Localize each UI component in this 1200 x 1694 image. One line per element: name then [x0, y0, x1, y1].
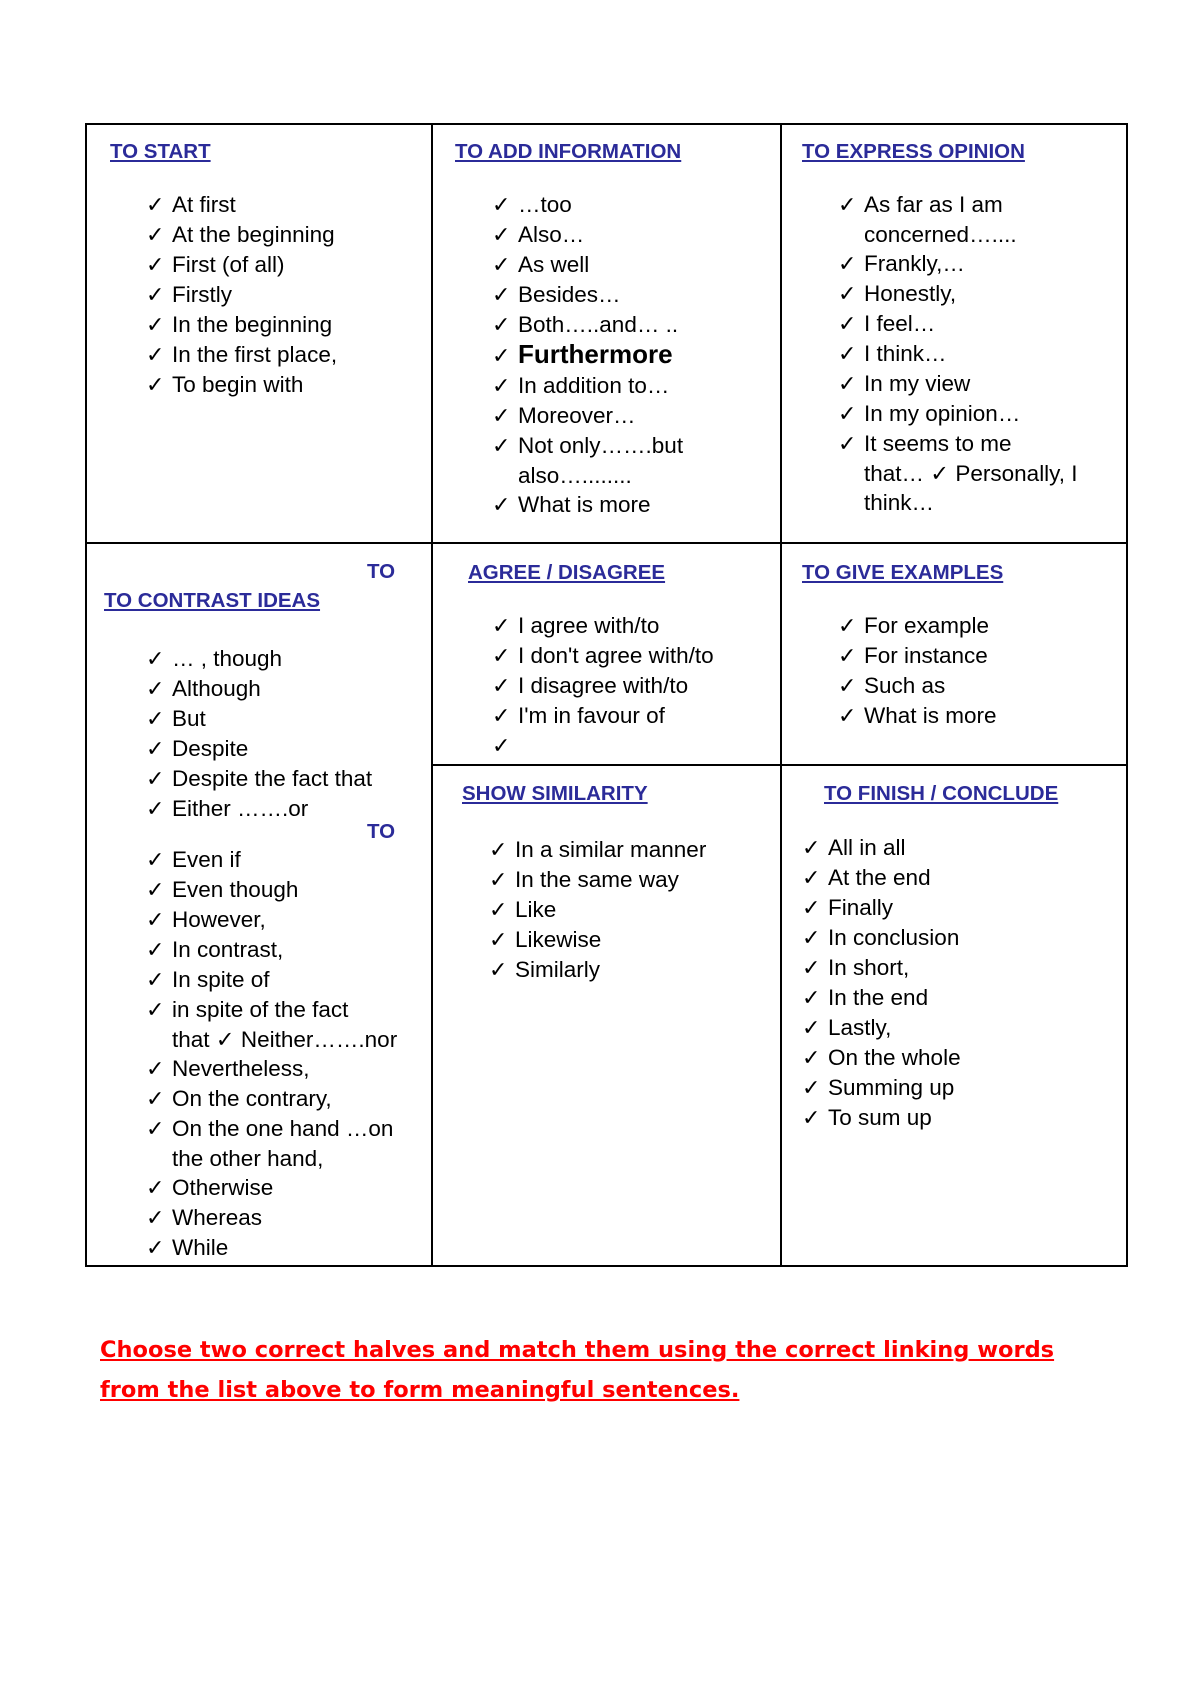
list-item-text: In addition to…: [518, 373, 670, 398]
checkmark-icon: ✓: [146, 193, 165, 218]
list-item-text: At first: [172, 192, 236, 217]
checkmark-icon: ✓: [489, 928, 508, 953]
list-item: [492, 371, 683, 401]
list-item: [146, 1173, 397, 1203]
list-item-text: … , though: [172, 646, 283, 671]
checkmark-icon: ✓: [802, 1016, 821, 1041]
checkmark-icon: ✓: [146, 647, 165, 672]
checkmark-icon: ✓: [146, 1087, 165, 1112]
list-item: [146, 794, 372, 824]
list-agree-disagree: [492, 611, 714, 761]
list-item: [146, 935, 397, 965]
list-item-text: I think…: [864, 341, 947, 366]
checkmark-icon: ✓: [838, 252, 857, 277]
checkmark-icon: ✓: [492, 313, 511, 338]
checkmark-icon: ✓: [492, 493, 511, 518]
checkmark-icon: ✓: [802, 1106, 821, 1131]
list-item: [838, 488, 1078, 517]
list-item: [146, 875, 397, 905]
list-item-text: Besides…: [518, 282, 621, 307]
list-item: [489, 835, 706, 865]
table-divider: [780, 123, 782, 1267]
list-item-text: concerned…....: [864, 222, 1017, 247]
list-item-text: Furthermore: [518, 339, 673, 369]
list-item: [838, 190, 1078, 220]
list-item: [838, 309, 1078, 339]
checkmark-icon: ✓: [489, 868, 508, 893]
checkmark-icon: ✓: [146, 313, 165, 338]
section-heading-express-opinion: TO EXPRESS OPINION: [802, 140, 1025, 163]
list-item-text: Even though: [172, 877, 299, 902]
list-item-text: On the whole: [828, 1045, 961, 1070]
list-item: [146, 250, 337, 280]
checkmark-icon: ✓: [146, 223, 165, 248]
list-item-text: Moreover…: [518, 403, 636, 428]
list-item-text: …too: [518, 192, 572, 217]
list-item-text: I'm in favour of: [518, 703, 665, 728]
checkmark-icon: ✓: [838, 674, 857, 699]
list-item: [802, 923, 961, 953]
list-show-similarity: [489, 835, 706, 985]
section-heading-show-similarity: SHOW SIMILARITY: [462, 782, 648, 805]
list-item: [146, 1144, 397, 1173]
list-item-text: in spite of the fact: [172, 997, 349, 1022]
list-item: [146, 845, 397, 875]
list-item: [838, 279, 1078, 309]
list-item-text: In conclusion: [828, 925, 960, 950]
section-heading-contrast-ideas: TO CONTRAST IDEAS: [104, 589, 321, 612]
list-item: [492, 401, 683, 431]
list-item-text: What is more: [518, 492, 651, 517]
list-item-text: First (of all): [172, 252, 285, 277]
list-item-text: Both…..and… ..: [518, 312, 679, 337]
list-item: [492, 340, 683, 371]
list-item: [492, 641, 714, 671]
list-item-text: the other hand,: [172, 1146, 324, 1171]
list-item: [802, 863, 961, 893]
list-item: [492, 611, 714, 641]
list-item-text: Lastly,: [828, 1015, 892, 1040]
list-item: [492, 190, 683, 220]
checkmark-icon: ✓: [146, 878, 165, 903]
list-item-text: It seems to me: [864, 431, 1012, 456]
checkmark-icon: ✓: [492, 434, 511, 459]
list-item-text: I disagree with/to: [518, 673, 689, 698]
list-item-text: Like: [515, 897, 557, 922]
list-item-text: To begin with: [172, 372, 304, 397]
list-start: [146, 190, 337, 400]
list-item: [492, 490, 683, 520]
list-item: [802, 1013, 961, 1043]
checkmark-icon: ✓: [838, 342, 857, 367]
section-heading-add-information: TO ADD INFORMATION: [455, 140, 682, 163]
checkmark-icon: ✓: [146, 998, 165, 1023]
table-divider: [431, 123, 433, 1267]
checkmark-icon: ✓: [492, 223, 511, 248]
list-item-text: In contrast,: [172, 937, 284, 962]
list-item-text: As far as I am: [864, 192, 1003, 217]
list-item-text: Even if: [172, 847, 241, 872]
list-item-text: that ✓ Neither…….nor: [172, 1027, 398, 1052]
list-item-text: Frankly,…: [864, 251, 965, 276]
checkmark-icon: ✓: [492, 734, 511, 759]
list-item: [838, 641, 997, 671]
list-item: [838, 220, 1078, 249]
list-item-text: In a similar manner: [515, 837, 707, 862]
list-item: [838, 429, 1078, 459]
list-item-text: Such as: [864, 673, 946, 698]
list-item-text: In spite of: [172, 967, 270, 992]
list-item: [802, 983, 961, 1013]
list-item-text: I agree with/to: [518, 613, 660, 638]
list-item-text: Despite the fact that: [172, 766, 373, 791]
list-item: [146, 965, 397, 995]
checkmark-icon: ✓: [492, 283, 511, 308]
list-item-text: Finally: [828, 895, 894, 920]
checkmark-icon: ✓: [146, 1057, 165, 1082]
list-item-text: I don't agree with/to: [518, 643, 714, 668]
list-item: [802, 1103, 961, 1133]
list-item-text: All in all: [828, 835, 906, 860]
checkmark-icon: ✓: [146, 797, 165, 822]
list-item: [492, 701, 714, 731]
checkmark-icon: ✓: [838, 432, 857, 457]
list-item-text: As well: [518, 252, 590, 277]
list-item-text: While: [172, 1235, 229, 1260]
checkmark-icon: ✓: [489, 958, 508, 983]
checkmark-icon: ✓: [492, 674, 511, 699]
list-item-text: Firstly: [172, 282, 232, 307]
list-item-text: Honestly,: [864, 281, 957, 306]
checkmark-icon: ✓: [146, 253, 165, 278]
list-item-text: Not only…….but: [518, 433, 684, 458]
list-item: [489, 955, 706, 985]
list-item: [146, 1054, 397, 1084]
list-item: [146, 1233, 397, 1263]
list-item-text: For instance: [864, 643, 988, 668]
list-item-text: In my view: [864, 371, 971, 396]
contrast-to-label: TO: [367, 560, 396, 583]
list-item: [492, 220, 683, 250]
checkmark-icon: ✓: [146, 677, 165, 702]
list-item-text: I feel…: [864, 311, 936, 336]
list-item-text: However,: [172, 907, 266, 932]
list-item: [146, 370, 337, 400]
checkmark-icon: ✓: [146, 968, 165, 993]
checkmark-icon: ✓: [802, 836, 821, 861]
checkmark-icon: ✓: [492, 344, 511, 369]
list-item: [492, 431, 683, 461]
list-item: [492, 310, 683, 340]
list-item-text: Either …….or: [172, 796, 309, 821]
table-divider: [85, 542, 1128, 544]
checkmark-icon: ✓: [838, 704, 857, 729]
checkmark-icon: ✓: [492, 193, 511, 218]
list-item-text: But: [172, 706, 206, 731]
checkmark-icon: ✓: [146, 1206, 165, 1231]
list-item: [146, 995, 397, 1025]
list-item: [838, 611, 997, 641]
list-add-information: [492, 190, 683, 520]
checkmark-icon: ✓: [838, 193, 857, 218]
list-item-text: In the first place,: [172, 342, 338, 367]
checkmark-icon: ✓: [146, 707, 165, 732]
list-item: [146, 280, 337, 310]
list-item-text: Summing up: [828, 1075, 955, 1100]
list-item: [838, 369, 1078, 399]
list-contrast-ideas-a: [146, 644, 372, 824]
list-item: [802, 1043, 961, 1073]
checkmark-icon: ✓: [802, 956, 821, 981]
list-item-text: To sum up: [828, 1105, 932, 1130]
list-item-text: Despite: [172, 736, 249, 761]
checkmark-icon: ✓: [492, 614, 511, 639]
list-item: [146, 704, 372, 734]
list-item-text: Although: [172, 676, 261, 701]
list-item: [838, 671, 997, 701]
checkmark-icon: ✓: [492, 374, 511, 399]
list-item: [146, 905, 397, 935]
checkmark-icon: ✓: [838, 614, 857, 639]
checkmark-icon: ✓: [146, 343, 165, 368]
checkmark-icon: ✓: [838, 312, 857, 337]
checkmark-icon: ✓: [492, 704, 511, 729]
checkmark-icon: ✓: [802, 866, 821, 891]
list-item-text: think…: [864, 490, 935, 515]
list-item: [492, 250, 683, 280]
checkmark-icon: ✓: [146, 938, 165, 963]
checkmark-icon: ✓: [146, 1176, 165, 1201]
list-item: [492, 671, 714, 701]
list-item: [489, 925, 706, 955]
list-item: [146, 310, 337, 340]
list-item-text: Similarly: [515, 957, 601, 982]
list-item: [489, 865, 706, 895]
list-item-text: At the beginning: [172, 222, 335, 247]
list-item-text: Also…: [518, 222, 585, 247]
checkmark-icon: ✓: [838, 644, 857, 669]
checkmark-icon: ✓: [802, 1046, 821, 1071]
list-item: [146, 220, 337, 250]
list-item-text: On the contrary,: [172, 1086, 332, 1111]
checkmark-icon: ✓: [146, 283, 165, 308]
list-item: [838, 399, 1078, 429]
list-express-opinion: [838, 190, 1078, 517]
table-divider: [431, 764, 1128, 766]
checkmark-icon: ✓: [492, 253, 511, 278]
list-item: [146, 1114, 397, 1144]
section-heading-finish-conclude: TO FINISH / CONCLUDE: [824, 782, 1059, 805]
contrast-to-label: TO: [367, 820, 396, 843]
checkmark-icon: ✓: [146, 373, 165, 398]
checkmark-icon: ✓: [146, 848, 165, 873]
checkmark-icon: ✓: [492, 404, 511, 429]
checkmark-icon: ✓: [802, 896, 821, 921]
checkmark-icon: ✓: [146, 767, 165, 792]
list-item: [838, 339, 1078, 369]
list-item-text: On the one hand …on: [172, 1116, 394, 1141]
list-item: [146, 644, 372, 674]
checkmark-icon: ✓: [489, 898, 508, 923]
list-give-examples: [838, 611, 997, 731]
checkmark-icon: ✓: [838, 372, 857, 397]
section-heading-start: TO START: [110, 140, 211, 163]
checkmark-icon: ✓: [489, 838, 508, 863]
checkmark-icon: ✓: [492, 644, 511, 669]
checkmark-icon: ✓: [802, 926, 821, 951]
list-item: [146, 734, 372, 764]
list-item: [146, 764, 372, 794]
list-item-text: also…........: [518, 463, 632, 488]
list-item: [838, 459, 1078, 488]
list-item-text: In short,: [828, 955, 910, 980]
list-item-text: In my opinion…: [864, 401, 1021, 426]
checkmark-icon: ✓: [146, 737, 165, 762]
checkmark-icon: ✓: [146, 908, 165, 933]
list-item: [489, 895, 706, 925]
list-item-text: At the end: [828, 865, 931, 890]
list-item: [492, 461, 683, 490]
checkmark-icon: ✓: [838, 402, 857, 427]
list-item: [492, 731, 714, 761]
list-item: [802, 1073, 961, 1103]
list-contrast-ideas-b: [146, 845, 397, 1263]
checkmark-icon: ✓: [838, 282, 857, 307]
list-finish-conclude: [802, 833, 961, 1133]
list-item-text: Nevertheless,: [172, 1056, 310, 1081]
section-heading-agree-disagree: AGREE / DISAGREE: [468, 561, 666, 584]
checkmark-icon: ✓: [146, 1236, 165, 1261]
list-item-text: Otherwise: [172, 1175, 274, 1200]
list-item: [146, 674, 372, 704]
list-item: [802, 953, 961, 983]
section-heading-give-examples: TO GIVE EXAMPLES: [802, 561, 1004, 584]
list-item-text: For example: [864, 613, 990, 638]
list-item: [146, 1084, 397, 1114]
checkmark-icon: ✓: [802, 986, 821, 1011]
list-item: [146, 1203, 397, 1233]
list-item-text: that… ✓ Personally, I: [864, 461, 1078, 486]
list-item-text: Whereas: [172, 1205, 263, 1230]
list-item: [492, 280, 683, 310]
list-item: [146, 340, 337, 370]
list-item-text: In the end: [828, 985, 929, 1010]
instruction-text: Choose two correct halves and match them using the correct linking words from the list above to form meaningful sentences.: [100, 1337, 1055, 1403]
list-item: [802, 833, 961, 863]
list-item: [838, 701, 997, 731]
list-item-text: In the same way: [515, 867, 679, 892]
checkmark-icon: ✓: [802, 1076, 821, 1101]
list-item: [146, 1025, 397, 1054]
list-item: [146, 190, 337, 220]
list-item: [802, 893, 961, 923]
checkmark-icon: ✓: [146, 1117, 165, 1142]
list-item-text: In the beginning: [172, 312, 333, 337]
list-item: [838, 249, 1078, 279]
list-item-text: Likewise: [515, 927, 602, 952]
list-item-text: What is more: [864, 703, 997, 728]
